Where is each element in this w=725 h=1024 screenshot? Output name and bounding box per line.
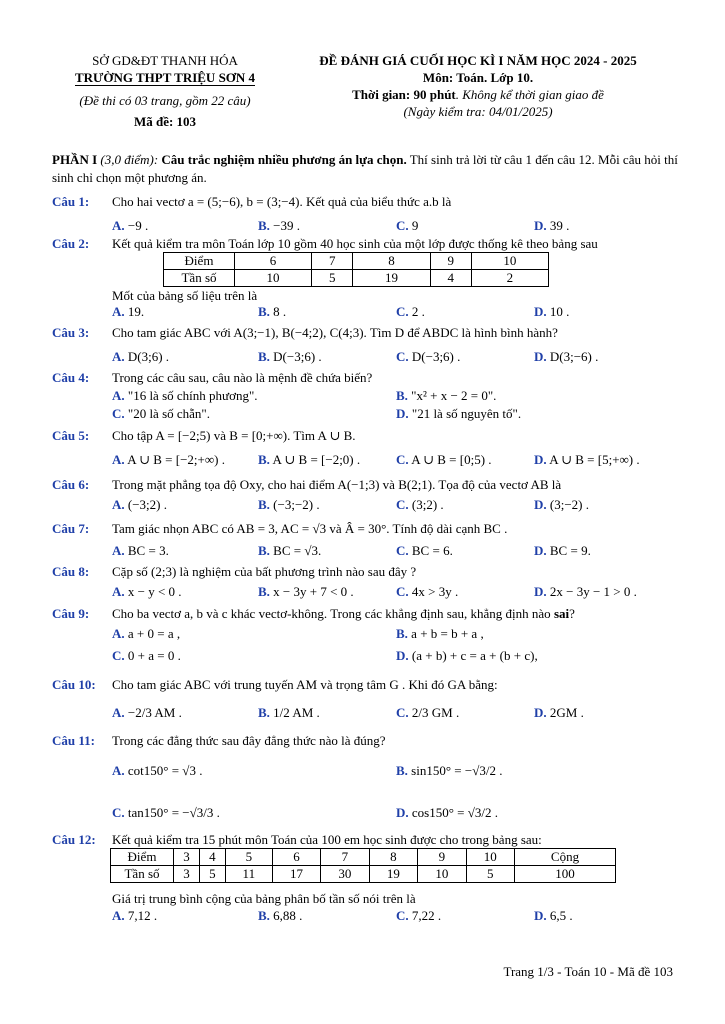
option-b[interactable]: B. D(−3;6) . [258, 349, 322, 364]
question-number: Câu 6: [52, 477, 90, 492]
question-text: Mốt của bảng số liệu trên là [112, 288, 258, 303]
option-c[interactable]: C. 4x > 3y . [396, 584, 459, 599]
table-row: Tần số 10 5 19 4 2 [164, 270, 549, 287]
table-row: Tần số 3 5 11 17 30 19 10 5 100 [111, 866, 616, 883]
question-number: Câu 5: [52, 428, 90, 443]
option-d[interactable]: D. D(3;−6) . [534, 349, 599, 364]
question-text: Cho hai vectơ a = (5;−6), b = (3;−4). Kết quả của biểu thức a.b là [112, 194, 452, 209]
option-d[interactable]: D. 39 . [534, 218, 570, 233]
subject: Môn: Toán. Lớp 10. [422, 70, 534, 85]
option-a[interactable]: A. A ∪ B = [−2;+∞) . [112, 452, 225, 467]
part-title: Câu trắc nghiệm nhiều phương án lựa chọn. [158, 152, 407, 167]
question-text: Cho ba vectơ a, b và c khác vectơ-không. Trong các khẳng định sau, khẳng định nào sai? [112, 606, 575, 621]
score-table-2 [110, 848, 616, 883]
option-c[interactable]: C. 2/3 GM . [396, 705, 460, 720]
score-table-1 [163, 252, 549, 287]
option-a[interactable]: A. cot150° = √3 . [112, 763, 203, 778]
option-d[interactable]: D. 2GM . [534, 705, 584, 720]
question-text: Cho tập A = [−2;5) và B = [0;+∞). Tìm A ∪ B. [112, 428, 356, 443]
option-d[interactable]: D. "21 là số nguyên tố". [396, 406, 522, 421]
option-a[interactable]: A. 19. [112, 304, 145, 319]
option-c[interactable]: C. A ∪ B = [0;5) . [396, 452, 492, 467]
question-number: Câu 2: [52, 236, 90, 251]
option-a[interactable]: A. (−3;2) . [112, 497, 167, 512]
option-b[interactable]: B. 1/2 AM . [258, 705, 320, 720]
part-points: (3,0 điểm): [97, 152, 159, 167]
question-number: Câu 11: [52, 733, 95, 748]
time-label: Thời gian: 90 phút [352, 87, 456, 102]
part-instructions: Thí sinh trả lời từ câu 1 đến câu 12. Mỗi câu hỏi thí sinh chỉ chọn một phương án. [52, 152, 678, 185]
question-text: Trong các đẳng thức sau đây đẳng thức nào là đúng? [112, 733, 386, 748]
question-number: Câu 12: [52, 832, 96, 847]
option-b[interactable]: B. x − 3y + 7 < 0 . [258, 584, 354, 599]
option-b[interactable]: B. sin150° = −√3/2 . [396, 763, 503, 778]
question-number: Câu 1: [52, 194, 90, 209]
option-b[interactable]: B. a + b = b + a , [396, 626, 484, 641]
department: SỞ GD&ĐT THANH HÓA [92, 53, 238, 68]
option-d[interactable]: D. 10 . [534, 304, 570, 319]
question-text: Cặp số (2;3) là nghiệm của bất phương trình nào sau đây ? [112, 564, 417, 579]
option-c[interactable]: C. 7,22 . [396, 908, 442, 923]
question-text: Cho tam giác ABC với A(3;−1), B(−4;2), C(4;3). Tìm D để ABDC là hình bình hành? [112, 325, 558, 340]
school-name: TRƯỜNG THPT TRIỆU SƠN 4 [74, 70, 256, 85]
option-d[interactable]: D. (3;−2) . [534, 497, 589, 512]
option-c[interactable]: C. (3;2) . [396, 497, 444, 512]
exam-date: (Ngày kiểm tra: 04/01/2025) [403, 104, 553, 119]
option-d[interactable]: D. cos150° = √3/2 . [396, 805, 498, 820]
question-text: Kết quả kiểm tra môn Toán lớp 10 gồm 40 học sinh của một lớp được thống kê theo bảng sau [112, 236, 598, 251]
option-b[interactable]: B. A ∪ B = [−2;0) . [258, 452, 361, 467]
option-d[interactable]: D. A ∪ B = [5;+∞) . [534, 452, 640, 467]
pages-note: (Đề thi có 03 trang, gồm 22 câu) [79, 93, 251, 108]
option-a[interactable]: A. D(3;6) . [112, 349, 170, 364]
question-number: Câu 7: [52, 521, 90, 536]
option-a[interactable]: A. −9 . [112, 218, 149, 233]
option-d[interactable]: D. 6,5 . [534, 908, 573, 923]
part-intro [52, 151, 680, 187]
option-c[interactable]: C. D(−3;6) . [396, 349, 461, 364]
option-b[interactable]: B. BC = √3. [258, 543, 322, 558]
option-c[interactable]: C. 2 . [396, 304, 425, 319]
question-number: Câu 9: [52, 606, 90, 621]
part-label: PHẦN I [52, 152, 98, 167]
option-a[interactable]: A. BC = 3. [112, 543, 169, 558]
option-a[interactable]: A. x − y < 0 . [112, 584, 182, 599]
option-b[interactable]: B. (−3;−2) . [258, 497, 320, 512]
header-left [60, 52, 270, 130]
option-c[interactable]: C. 0 + a = 0 . [112, 648, 181, 663]
question-text: Giá trị trung bình cộng của bảng phân bố tần số nói trên là [112, 891, 416, 906]
exam-code: Mã đề: 103 [133, 114, 197, 129]
option-c[interactable]: C. BC = 6. [396, 543, 453, 558]
option-a[interactable]: A. −2/3 AM . [112, 705, 182, 720]
option-d[interactable]: D. BC = 9. [534, 543, 591, 558]
option-c[interactable]: C. tan150° = −√3/3 . [112, 805, 220, 820]
option-a[interactable]: A. 7,12 . [112, 908, 158, 923]
table-row: Điểm 6 7 8 9 10 [164, 253, 549, 270]
question-text: Tam giác nhọn ABC có AB = 3, AC = √3 và Â = 30°. Tính độ dài cạnh BC . [112, 521, 508, 536]
page-footer: Trang 1/3 - Toán 10 - Mã đề 103 [503, 964, 673, 979]
option-c[interactable]: C. "20 là số chẵn". [112, 406, 210, 421]
option-d[interactable]: D. 2x − 3y − 1 > 0 . [534, 584, 637, 599]
question-text: Trong các câu sau, câu nào là mệnh đề chứa biến? [112, 370, 373, 385]
question-text: Cho tam giác ABC với trung tuyến AM và trọng tâm G . Khi đó GA bằng: [112, 677, 498, 692]
question-number: Câu 8: [52, 564, 90, 579]
option-b[interactable]: B. 8 . [258, 304, 287, 319]
option-b[interactable]: B. "x² + x − 2 = 0". [396, 388, 497, 403]
time-note: . Không kể thời gian giao đề [455, 87, 604, 102]
header-right [288, 52, 668, 120]
table-row: Điểm 3 4 5 6 7 8 9 10 Cộng [111, 849, 616, 866]
question-number: Câu 3: [52, 325, 90, 340]
option-b[interactable]: B. 6,88 . [258, 908, 303, 923]
exam-title: ĐỀ ĐÁNH GIÁ CUỐI HỌC KÌ I NĂM HỌC 2024 - 2025 [319, 53, 637, 68]
question-number: Câu 4: [52, 370, 90, 385]
question-text: Trong mặt phẳng tọa độ Oxy, cho hai điểm A(−1;3) và B(2;1). Tọa độ của vectơ AB là [112, 477, 562, 492]
option-a[interactable]: A. a + 0 = a , [112, 626, 181, 641]
option-a[interactable]: A. "16 là số chính phương". [112, 388, 258, 403]
option-d[interactable]: D. (a + b) + c = a + (b + c), [396, 648, 538, 663]
question-number: Câu 10: [52, 677, 96, 692]
option-b[interactable]: B. −39 . [258, 218, 301, 233]
option-c[interactable]: C. 9 [396, 218, 419, 233]
question-text: Kết quả kiểm tra 15 phút môn Toán của 100 em học sinh được cho trong bảng sau: [112, 832, 542, 847]
